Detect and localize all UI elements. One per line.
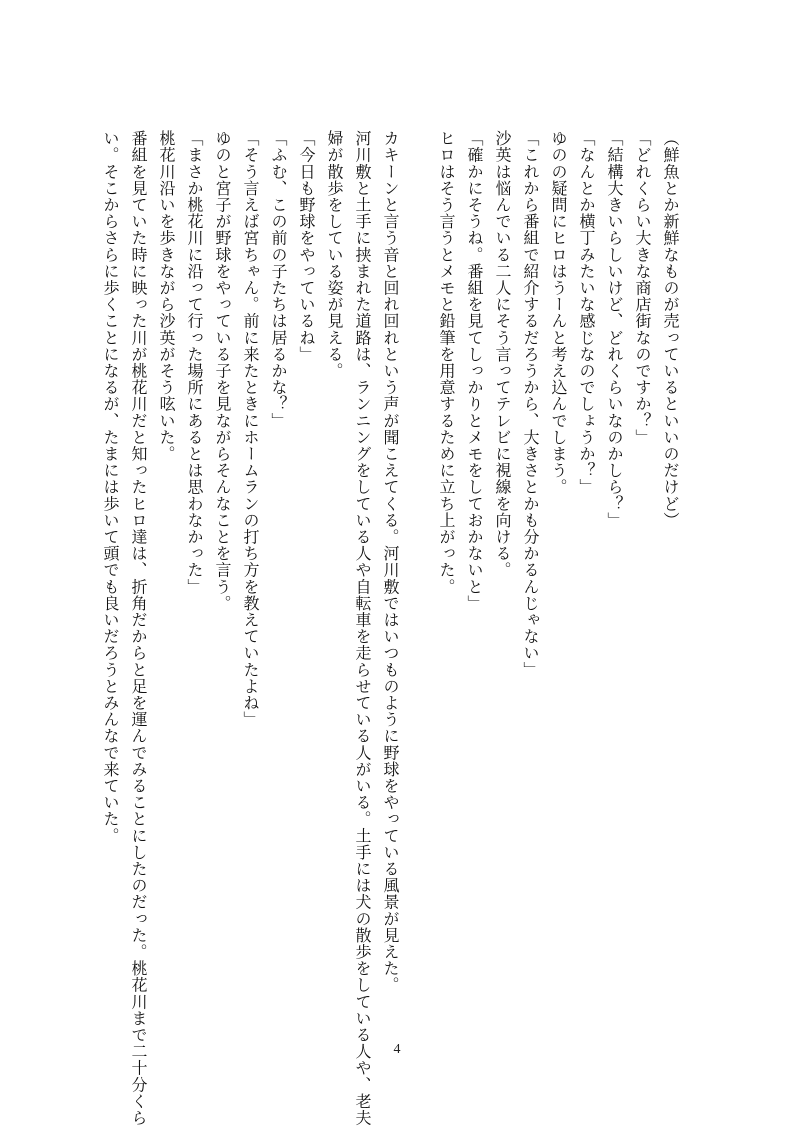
- text-line: カキーンと言う音と回れ回れという声が聞こえてくる。河川敷ではいつものように野球をやっている風景が見えた。: [381, 130, 400, 994]
- text-line: い。そこからさらに歩くことになるが、たまには歩いて頭でも良いだろうとみんなで来ていた。: [101, 130, 120, 844]
- text-line: 「そう言えば宮ちゃん。前に来たときにホームランの打ち方を教えていたよね」: [241, 130, 260, 728]
- text-line: 桃花川沿いを歩きながら沙英がそう呟いた。: [157, 130, 176, 462]
- text-line: 「どれくらい大きな商店街なのですか？」: [633, 130, 652, 446]
- text-line: ゆのの疑問にヒロはうーんと考え込んでしまう。: [549, 130, 568, 496]
- text-line: ゆのと宮子が野球をやっている子を見ながらそんなことを言う。: [213, 130, 232, 612]
- text-line: 「まさか桃花川に沿って行った場所にあるとは思わなかった」: [185, 130, 204, 595]
- text-line: 番組を見ていた時に映った川が桃花川だと知ったヒロ達は、折角だからと足を運んでみることにしたのだった。桃花川まで二十分くら: [129, 130, 148, 1126]
- text-line: 河川敷と土手に挟まれた道路は、ランニングをしている人や自転車を走らせている人がいる。土手には犬の散歩をしている人や、老夫: [353, 130, 372, 1126]
- text-line: （鮮魚とか新鮮なものが売っているといいのだけど）: [661, 130, 680, 529]
- text-line: 沙英は悩んでいる二人にそう言ってテレビに視線を向ける。: [493, 130, 512, 579]
- text-line: 「ふむ、この前の子たちは居るかな？」: [269, 130, 288, 429]
- vertical-body-text: [96, 130, 684, 1126]
- text-line: 婦が散歩をしている姿が見える。: [325, 130, 344, 379]
- text-line: 「確かにそうね。番組を見てしっかりとメモをしておかないと」: [465, 130, 484, 612]
- text-line: 「今日も野球をやっているね」: [297, 130, 316, 363]
- text-line: 「これから番組で紹介するだろうから、大きさとかも分かるんじゃない」: [521, 130, 540, 678]
- text-line: 「結構大きいらしいけど、どれくらいなのかしら？」: [605, 130, 624, 529]
- text-line: ヒロはそう言うとメモと鉛筆を用意するために立ち上がった。: [437, 130, 456, 595]
- text-line: 「なんとか横丁みたいな感じなのでしょうか？」: [577, 130, 596, 496]
- paragraph-gap: [404, 130, 432, 1010]
- page-number: 4: [393, 1042, 401, 1057]
